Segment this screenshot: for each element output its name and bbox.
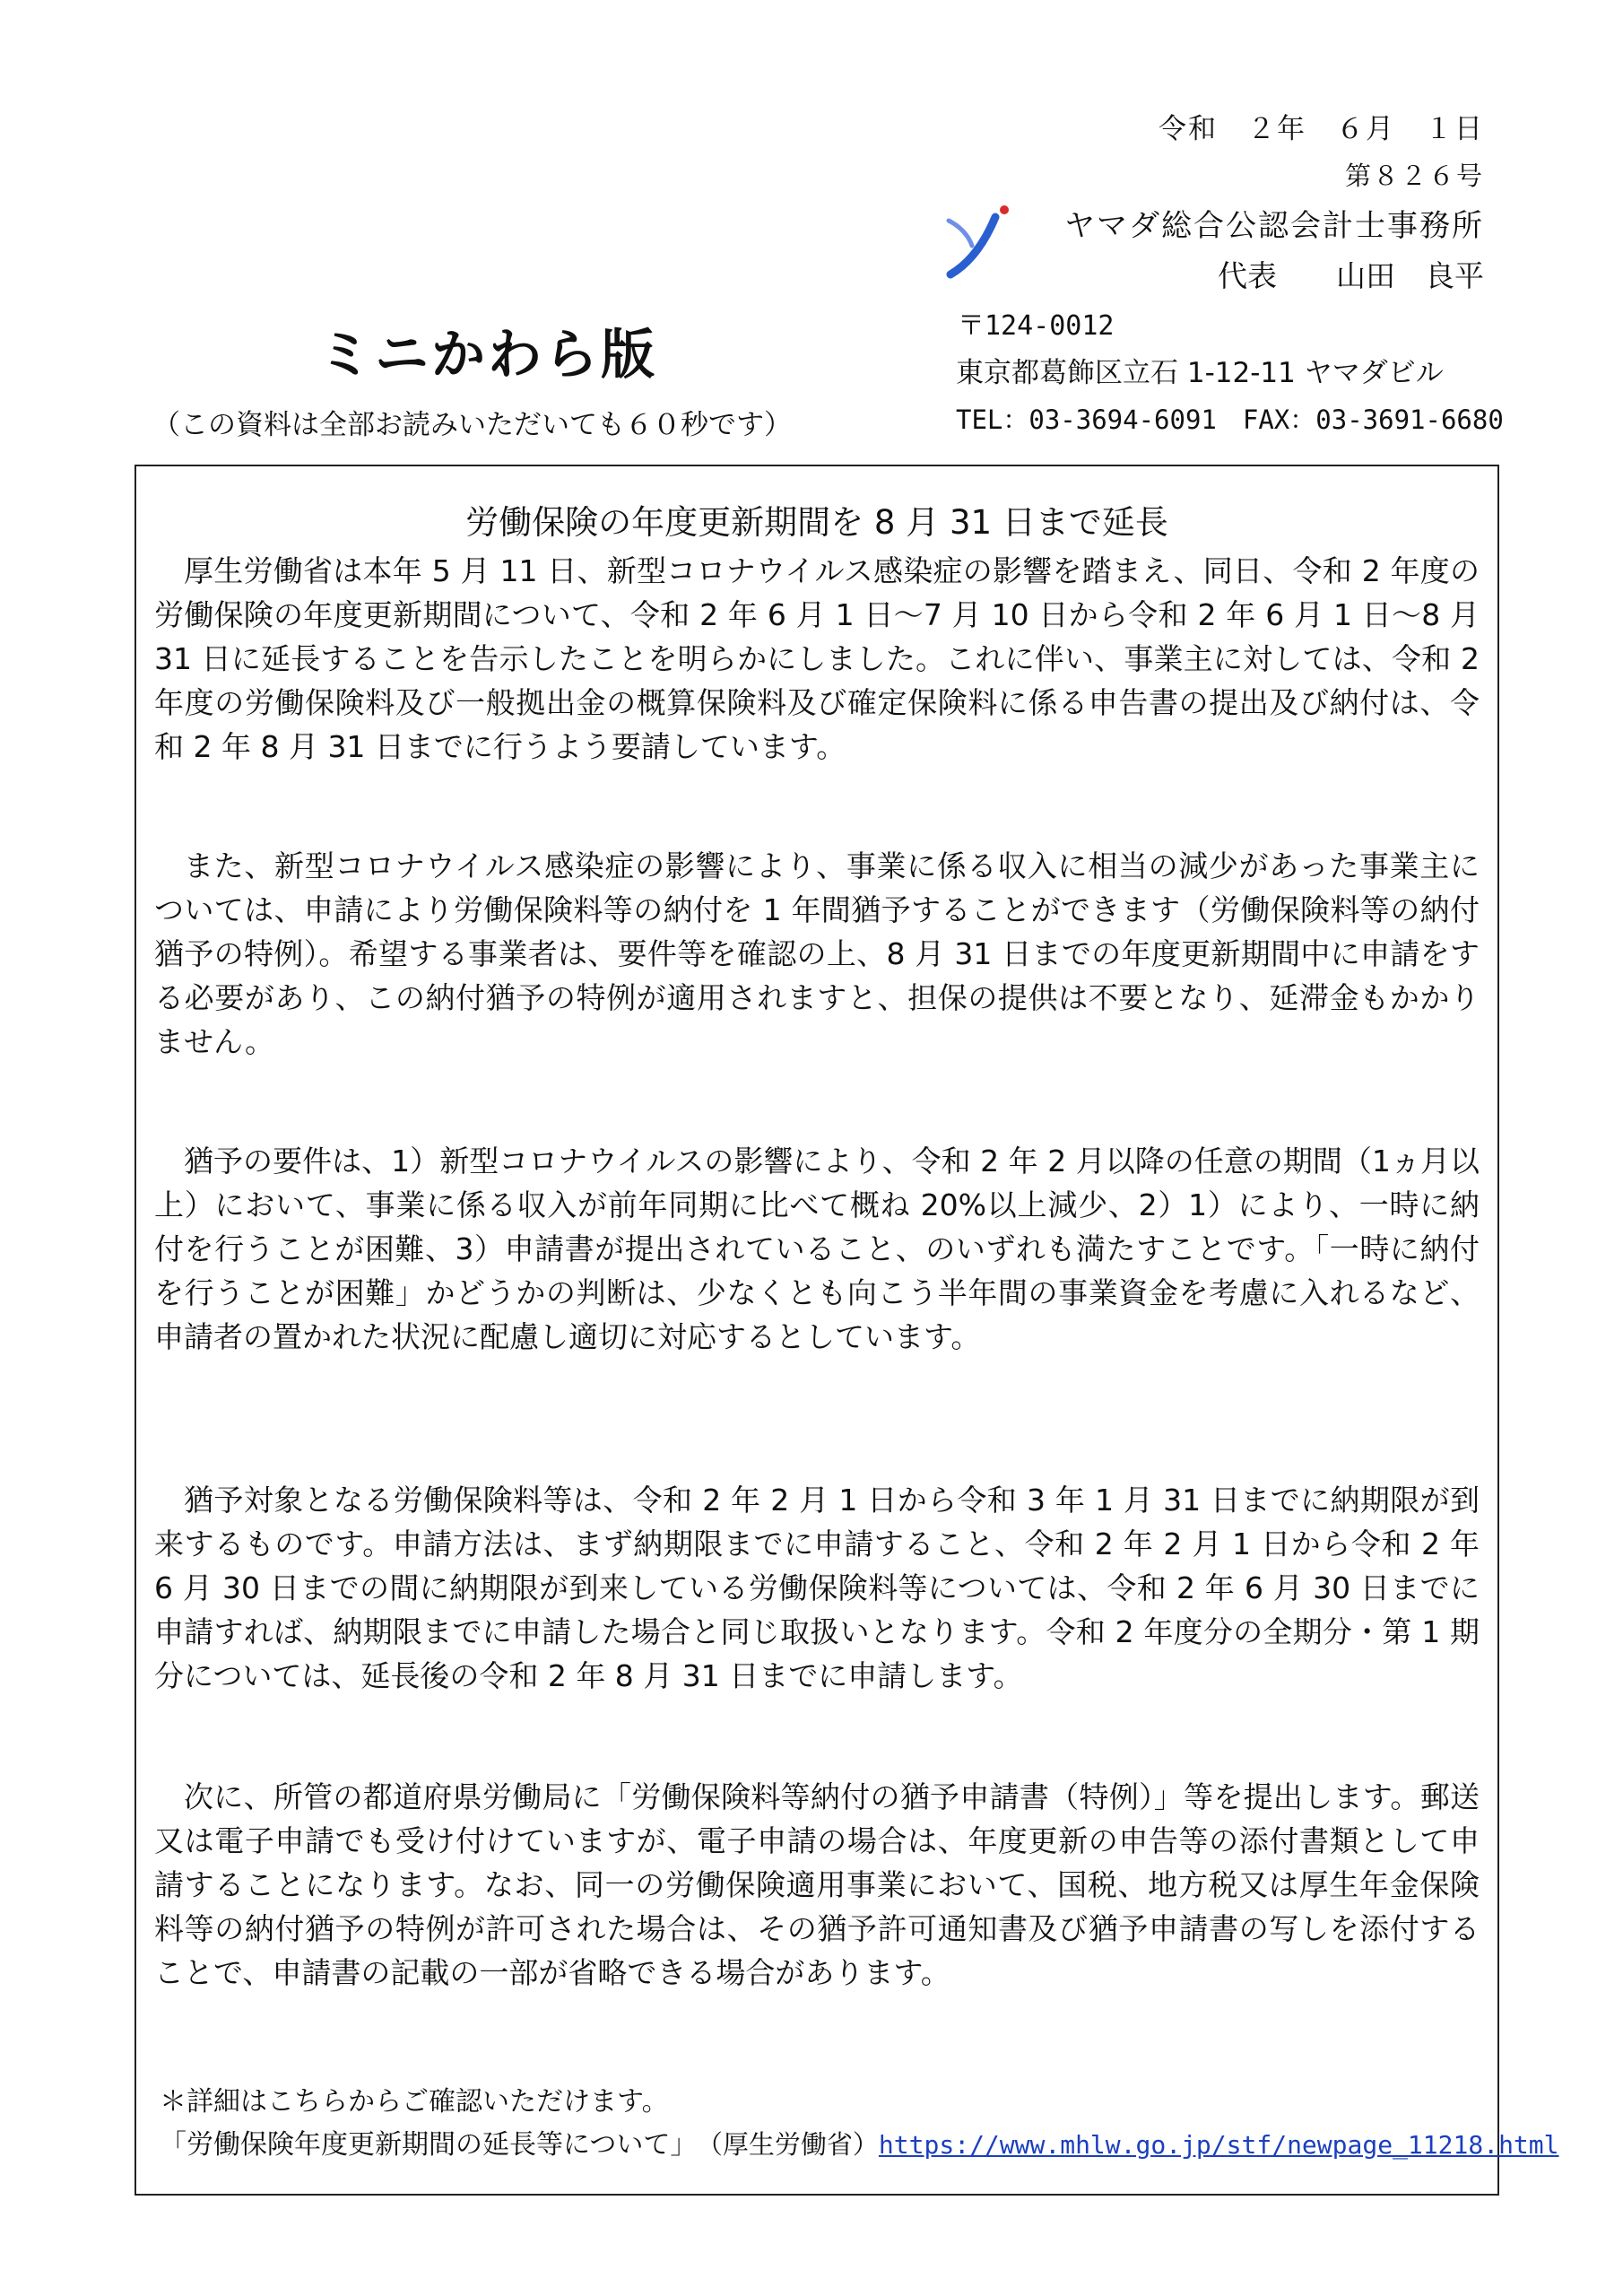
firm-name: ヤマダ総合公認会計士事務所 — [1064, 208, 1484, 244]
detail-source: （厚生労働省） — [709, 2129, 879, 2160]
representative: 代表 山田 良平 — [1218, 258, 1484, 293]
reading-time-note: （この資料は全部お読みいただいても６０秒です） — [152, 409, 792, 441]
article-paragraph: また、新型コロナウイルス感染症の影響により、事業に係る収入に相当の減少があった事業主については、申請により労働保険料等の納付を 1 年間猶予することができます（労働保険料等の納付猶予の特例）。希望する事業者は、要件等を確認の上、8 月 31 日までの年度更新期間中に申請をする必要があり、この納付猶予の特例が適用されますと、担保の提供は不要となり、延滞金もかかりません。 — [154, 848, 1480, 1059]
article-headline: 労働保険の年度更新期間を 8 月 31 日まで延長 — [465, 503, 1168, 542]
issue-date: 令和 ２年 ６月 １日 — [1159, 113, 1484, 145]
address: 東京都葛飾区立石 1-12-11 ヤマダビル — [956, 357, 1444, 389]
detail-link[interactable]: https://www.mhlw.go.jp/stf/newpage_11218.html — [878, 2130, 1559, 2160]
article-paragraph: 猶予対象となる労働保険料等は、令和 2 年 2 月 1 日から令和 3 年 1 月 31 日までに納期限が到来するものです。申請方法は、まず納期限までに申請すること、令和 2 年 2 月 1 日から令和 2 年 6 月 30 日までの間に納期限が到来している労働保険料等については、令和 2 年 6 月 30 日までに申請すれば、納期限までに申請した場合と同じ取扱いとなります。令和 2 年度分の全期分・第 1 期分については、延長後の令和 2 年 8 月 31 日までに申請します。 — [154, 1483, 1480, 1693]
article-paragraph: 厚生労働省は本年 5 月 11 日、新型コロナウイルス感染症の影響を踏まえ、同日、令和 2 年度の労働保険の年度更新期間について、令和 2 年 6 月 1 日～7 月 10 日から令和 2 年 6 月 1 日～8 月 31 日に延長することを告示したことを明らかにしました。これに伴い、事業主に対しては、令和 2 年度の労働保険料及び一般拠出金の概算保険料及び確定保険料に係る申告書の提出及び納付は、令和 2 年 8 月 31 日までに行うよう要請しています。 — [154, 553, 1480, 764]
detail-reference — [160, 2122, 1559, 2161]
detail-note: ＊詳細はこちらからご確認いただけます。 — [160, 2086, 669, 2118]
issue-number: 第８２６号 — [1344, 161, 1484, 191]
firm-logo-icon — [933, 199, 1015, 282]
article-paragraph: 次に、所管の都道府県労働局に「労働保険料等納付の猶予申請書（特例）」等を提出します。郵送又は電子申請でも受け付けていますが、電子申請の場合は、年度更新の申告等の添付書類として申請することになります。なお、同一の労働保険適用事業において、国税、地方税又は厚生年金保険料等の納付猶予の特例が許可された場合は、その猶予許可通知書及び猶予申請書の写しを添付することで、申請書の記載の一部が省略できる場合があります。 — [154, 1779, 1480, 1990]
postal-code: 〒124-0012 — [958, 310, 1115, 342]
article-paragraph: 猶予の要件は、1）新型コロナウイルスの影響により、令和 2 年 2 月以降の任意の期間（1ヵ月以上）において、事業に係る収入が前年同期に比べて概ね 20%以上減少、2）1）により、一時に納付を行うことが困難、3）申請書が提出されていること、のいずれも満たすことです。「一時に納付を行うことが困難」かどうかの判断は、少なくとも向こう半年間の事業資金を考慮に入れるなど、申請者の置かれた状況に配慮し適切に対応するとしています。 — [154, 1144, 1480, 1354]
newsletter-title: ミニかわら版 — [318, 324, 657, 387]
detail-title: 「労働保険年度更新期間の延長等について」 — [160, 2129, 698, 2161]
tel-fax: TEL：03-3694-6091 FAX：03-3691-6680 — [956, 404, 1504, 435]
